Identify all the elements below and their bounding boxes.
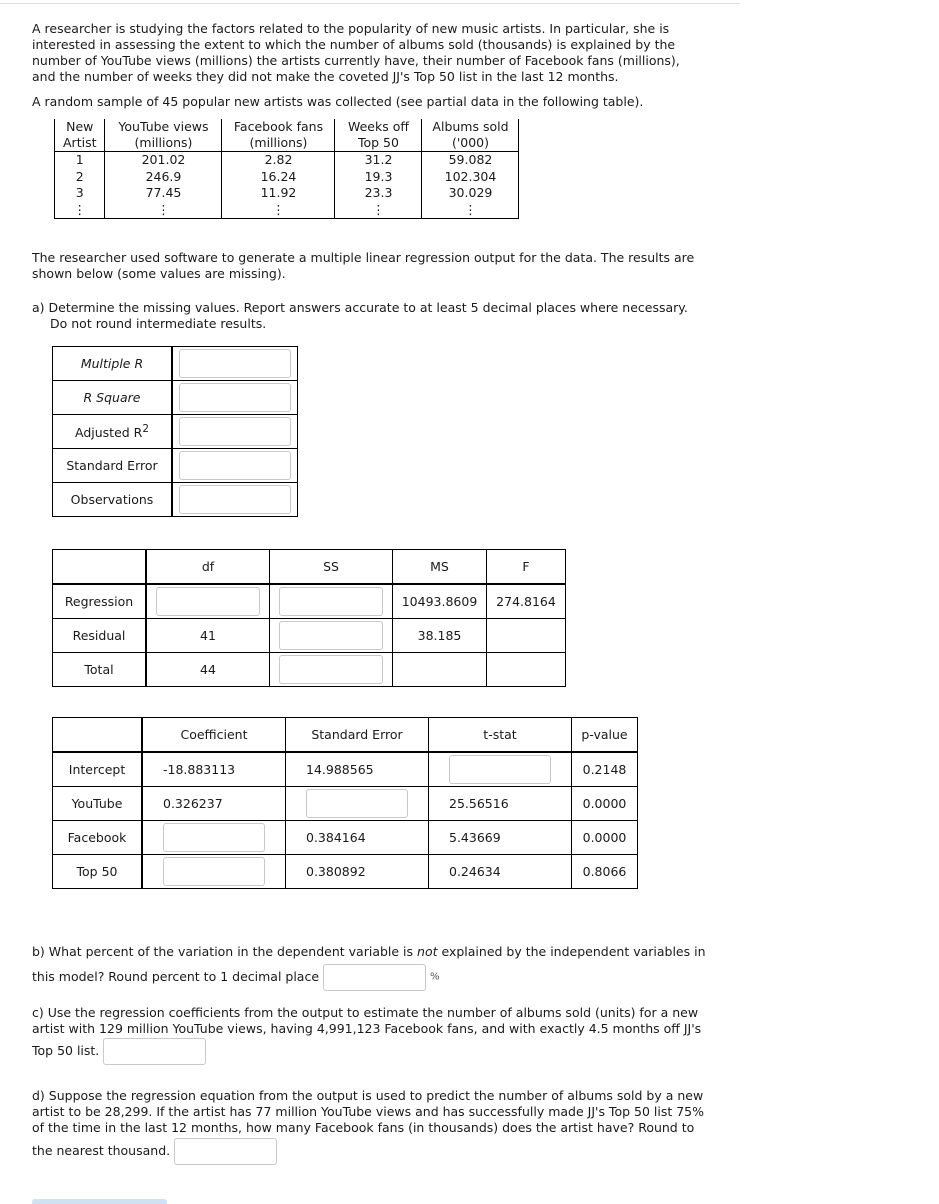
coef-header-coefficient: Coefficient bbox=[142, 718, 286, 753]
anova-header-df: df bbox=[146, 550, 270, 585]
youtube-coefficient: 0.326237 bbox=[142, 787, 286, 821]
coef-header-standard-error: Standard Error bbox=[286, 718, 429, 753]
software-paragraph: The researcher used software to generate a multiple linear regression output for the data. The results are shown below (some values are missing). bbox=[32, 250, 695, 281]
top50-coefficient-input[interactable] bbox=[163, 857, 265, 886]
part-d-question: d) Suppose the regression equation from the output is used to predict the number of albums sold by a new artist to be 28,299. If the artist has 77 million YouTube views and has successfully made JJ's Top 50 list 75% of the time in the last 12 months, how many Facebook fans (in thousands) does the artist have? Round to the nearest thousand. bbox=[32, 1088, 704, 1166]
part-b-question: b) What percent of the variation in the dependent variable is not explained by the independent variables in this model? Round percent to 1 decimal place % bbox=[32, 940, 706, 991]
intro-line: A researcher is studying the factors related to the popularity of new music artists. In particular, she is bbox=[32, 21, 670, 36]
summary-table bbox=[52, 346, 298, 517]
intercept-pvalue: 0.2148 bbox=[572, 752, 638, 787]
multiple-r-input[interactable] bbox=[179, 349, 291, 378]
table-row: 3 77.45 11.92 23.3 30.029 bbox=[55, 185, 519, 202]
adjusted-r2-input[interactable] bbox=[179, 417, 291, 446]
multiple-r-label: Multiple R bbox=[53, 347, 173, 381]
part-a-instructions: a) Determine the missing values. Report answers accurate to at least 5 decimal places where necessary. Do not round intermediate results. bbox=[32, 300, 688, 331]
intro-line: and the number of weeks they did not make the coveted JJ's Top 50 list in the last 12 months. bbox=[32, 69, 619, 84]
standard-error-input[interactable] bbox=[179, 451, 291, 480]
col-header-artist: New Artist bbox=[55, 119, 105, 152]
facebook-tstat: 5.43669 bbox=[429, 821, 572, 855]
percent-sign: % bbox=[430, 971, 440, 983]
youtube-se-input[interactable] bbox=[306, 789, 408, 818]
coef-header-p-value: p-value bbox=[572, 718, 638, 753]
regression-label: Regression bbox=[53, 584, 147, 619]
standard-error-label: Standard Error bbox=[53, 449, 173, 483]
facebook-coefficient-input[interactable] bbox=[163, 823, 265, 852]
data-table bbox=[54, 119, 519, 219]
residual-ss-input[interactable] bbox=[279, 621, 383, 650]
residual-df: 41 bbox=[146, 619, 270, 653]
r-square-input[interactable] bbox=[179, 383, 291, 412]
intro-line: number of YouTube views (millions) the artists currently have, their number of Facebook fans (millions), bbox=[32, 53, 680, 68]
intro-line: interested in assessing the extent to which the number of albums sold (thousands) is explained by the bbox=[32, 37, 676, 52]
youtube-pvalue: 0.0000 bbox=[572, 787, 638, 821]
youtube-label: YouTube bbox=[53, 787, 143, 821]
adjusted-r2-label: Adjusted $R^2$ bbox=[53, 415, 173, 449]
coefficients-table bbox=[52, 717, 638, 889]
total-df: 44 bbox=[146, 653, 270, 687]
top50-se: 0.380892 bbox=[286, 855, 429, 889]
intercept-label: Intercept bbox=[53, 752, 143, 787]
total-label: Total bbox=[53, 653, 147, 687]
part-c-question: c) Use the regression coefficients from the output to estimate the number of albums sold (units) for a new artist with 129 million YouTube views, having 4,991,123 Facebook fans, and with exactly 4.5 months off JJ's Top 50 list. bbox=[32, 1005, 701, 1065]
submit-button-edge[interactable] bbox=[32, 1199, 167, 1204]
top50-tstat: 0.24634 bbox=[429, 855, 572, 889]
anova-table bbox=[52, 549, 566, 687]
anova-header-ss: SS bbox=[270, 550, 393, 585]
anova-header-ms: MS bbox=[393, 550, 487, 585]
intro-paragraph bbox=[32, 21, 680, 85]
facebook-se: 0.384164 bbox=[286, 821, 429, 855]
residual-ms: 38.185 bbox=[393, 619, 487, 653]
sample-text: A random sample of 45 popular new artists was collected (see partial data in the following table). bbox=[32, 94, 644, 109]
regression-df-input[interactable] bbox=[156, 587, 260, 616]
youtube-tstat: 25.56516 bbox=[429, 787, 572, 821]
regression-ss-input[interactable] bbox=[279, 587, 383, 616]
table-row: 1 201.02 2.82 31.2 59.082 bbox=[55, 152, 519, 169]
residual-label: Residual bbox=[53, 619, 147, 653]
regression-ms: 10493.8609 bbox=[393, 584, 487, 619]
part-c-answer-input[interactable] bbox=[103, 1038, 206, 1065]
coef-header-t-stat: t-stat bbox=[429, 718, 572, 753]
col-header-youtube: YouTube views (millions) bbox=[105, 119, 222, 152]
table-row: 2 246.9 16.24 19.3 102.304 bbox=[55, 169, 519, 186]
col-header-facebook: Facebook fans (millions) bbox=[222, 119, 335, 152]
facebook-pvalue: 0.0000 bbox=[572, 821, 638, 855]
r-square-label: R Square bbox=[53, 381, 173, 415]
col-header-albums: Albums sold ('000) bbox=[422, 119, 519, 152]
intercept-coefficient: -18.883113 bbox=[142, 752, 286, 787]
top-divider bbox=[0, 0, 740, 4]
observations-label: Observations bbox=[53, 483, 173, 517]
top50-pvalue: 0.8066 bbox=[572, 855, 638, 889]
anova-header-f: F bbox=[487, 550, 566, 585]
table-row: ⋮ ⋮ ⋮ ⋮ ⋮ bbox=[55, 202, 519, 219]
col-header-weeks: Weeks off Top 50 bbox=[335, 119, 422, 152]
regression-f: 274.8164 bbox=[487, 584, 566, 619]
intercept-se: 14.988565 bbox=[286, 752, 429, 787]
part-b-answer-input[interactable] bbox=[323, 964, 426, 991]
intercept-tstat-input[interactable] bbox=[449, 755, 551, 784]
part-d-answer-input[interactable] bbox=[174, 1138, 277, 1165]
observations-input[interactable] bbox=[179, 485, 291, 514]
total-ss-input[interactable] bbox=[279, 655, 383, 684]
top50-label: Top 50 bbox=[53, 855, 143, 889]
facebook-label: Facebook bbox=[53, 821, 143, 855]
